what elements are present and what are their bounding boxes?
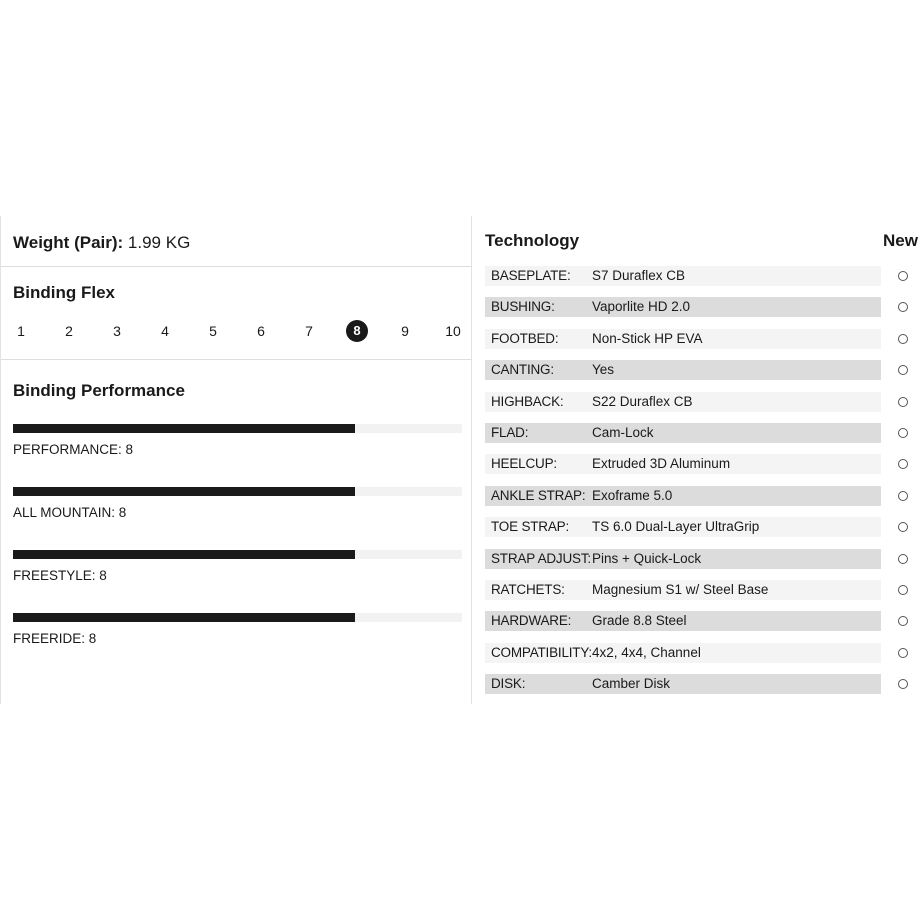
tech-key: STRAP ADJUST:: [491, 550, 591, 566]
tech-key: BASEPLATE:: [491, 268, 571, 283]
tech-value: Magnesium S1 w/ Steel Base: [592, 582, 769, 597]
new-radio-icon[interactable]: [898, 334, 908, 344]
flex-value-6: 6: [257, 323, 265, 339]
tech-key: BUSHING:: [491, 299, 555, 315]
tech-value: Exoframe 5.0: [592, 487, 673, 503]
table-row: [485, 643, 881, 663]
performance-bar-fill: [13, 424, 355, 433]
tech-key: ANKLE STRAP:: [491, 487, 586, 503]
tech-key: HIGHBACK:: [491, 393, 564, 409]
flex-value-9: 9: [401, 323, 409, 339]
performance-bar-fill: [13, 487, 355, 496]
tech-key: HARDWARE:: [491, 613, 572, 629]
binding-flex-title: Binding Flex: [13, 283, 115, 302]
tech-value: 4x2, 4x4, Channel: [592, 644, 701, 660]
technology-panel: [485, 216, 920, 704]
new-radio-icon[interactable]: [898, 616, 908, 626]
new-radio-icon[interactable]: [898, 397, 908, 407]
table-row: [485, 611, 881, 631]
tech-value: Vaporlite HD 2.0: [592, 299, 691, 315]
new-column-title: New: [883, 231, 918, 250]
table-row: [485, 360, 881, 380]
table-row: [485, 297, 881, 317]
divider: [1, 359, 472, 360]
flex-value-8: 8: [346, 320, 368, 342]
tech-value: S22 Duraflex CB: [592, 393, 693, 409]
flex-value-3: 3: [113, 323, 121, 339]
flex-value-5: 5: [209, 323, 217, 339]
tech-value: Pins + Quick-Lock: [592, 550, 702, 566]
table-row: [485, 580, 881, 600]
new-radio-icon[interactable]: [898, 459, 908, 469]
flex-value-1: 1: [17, 323, 25, 339]
tech-value: Camber Disk: [592, 676, 671, 692]
tech-value: Non-Stick HP EVA: [592, 330, 703, 346]
specs-panel: [0, 216, 472, 704]
table-row: [485, 454, 881, 474]
table-row: [485, 392, 881, 412]
binding-performance-title: Binding Performance: [13, 381, 185, 400]
new-radio-icon[interactable]: [898, 648, 908, 658]
weight-value: 1.99 KG: [127, 233, 191, 252]
flex-value-2: 2: [65, 323, 73, 339]
performance-label: ALL MOUNTAIN: 8: [13, 505, 127, 520]
flex-value-4: 4: [161, 323, 169, 339]
performance-label: FREESTYLE: 8: [13, 568, 107, 583]
weight-label: Weight (Pair):: [13, 233, 124, 252]
new-radio-icon[interactable]: [898, 554, 908, 564]
table-row: [485, 329, 881, 349]
tech-key: CANTING:: [491, 362, 554, 378]
tech-key: COMPATIBILITY:: [491, 644, 592, 660]
performance-bar-fill: [13, 613, 355, 622]
tech-key: TOE STRAP:: [491, 519, 570, 535]
performance-label: PERFORMANCE: 8: [13, 442, 134, 457]
new-radio-icon[interactable]: [898, 522, 908, 532]
new-radio-icon[interactable]: [898, 428, 908, 438]
divider: [1, 266, 472, 267]
performance-bar-track: [13, 487, 462, 496]
new-radio-icon[interactable]: [898, 271, 908, 281]
performance-bar-track: [13, 424, 462, 433]
new-radio-icon[interactable]: [898, 491, 908, 501]
performance-bar-track: [13, 550, 462, 559]
tech-value: Extruded 3D Aluminum: [592, 456, 731, 472]
tech-key: FOOTBED:: [491, 330, 559, 346]
tech-key: DISK:: [491, 676, 526, 692]
tech-value: TS 6.0 Dual-Layer UltraGrip: [592, 519, 760, 535]
table-row: [485, 549, 881, 569]
performance-bar-track: [13, 613, 462, 622]
table-row: [485, 486, 881, 506]
flex-value-10: 10: [445, 323, 461, 339]
tech-key: FLAD:: [491, 425, 529, 440]
tech-value: Yes: [592, 362, 615, 378]
new-radio-icon[interactable]: [898, 679, 908, 689]
performance-label: FREERIDE: 8: [13, 631, 97, 646]
weight-spec: [13, 233, 190, 253]
table-row: [485, 517, 881, 537]
new-radio-icon[interactable]: [898, 365, 908, 375]
new-radio-icon[interactable]: [898, 302, 908, 312]
new-radio-icon[interactable]: [898, 585, 908, 595]
tech-key: HEELCUP:: [491, 456, 557, 472]
flex-scale: [1, 320, 472, 342]
flex-value-7: 7: [305, 323, 313, 339]
table-row: [485, 266, 881, 286]
technology-title: Technology: [485, 231, 580, 250]
tech-key: RATCHETS:: [491, 582, 565, 597]
tech-value: Cam-Lock: [592, 425, 654, 440]
table-row: [485, 423, 881, 443]
table-row: [485, 674, 881, 694]
performance-bar-fill: [13, 550, 355, 559]
tech-value: S7 Duraflex CB: [592, 268, 686, 283]
tech-value: Grade 8.8 Steel: [592, 613, 687, 629]
